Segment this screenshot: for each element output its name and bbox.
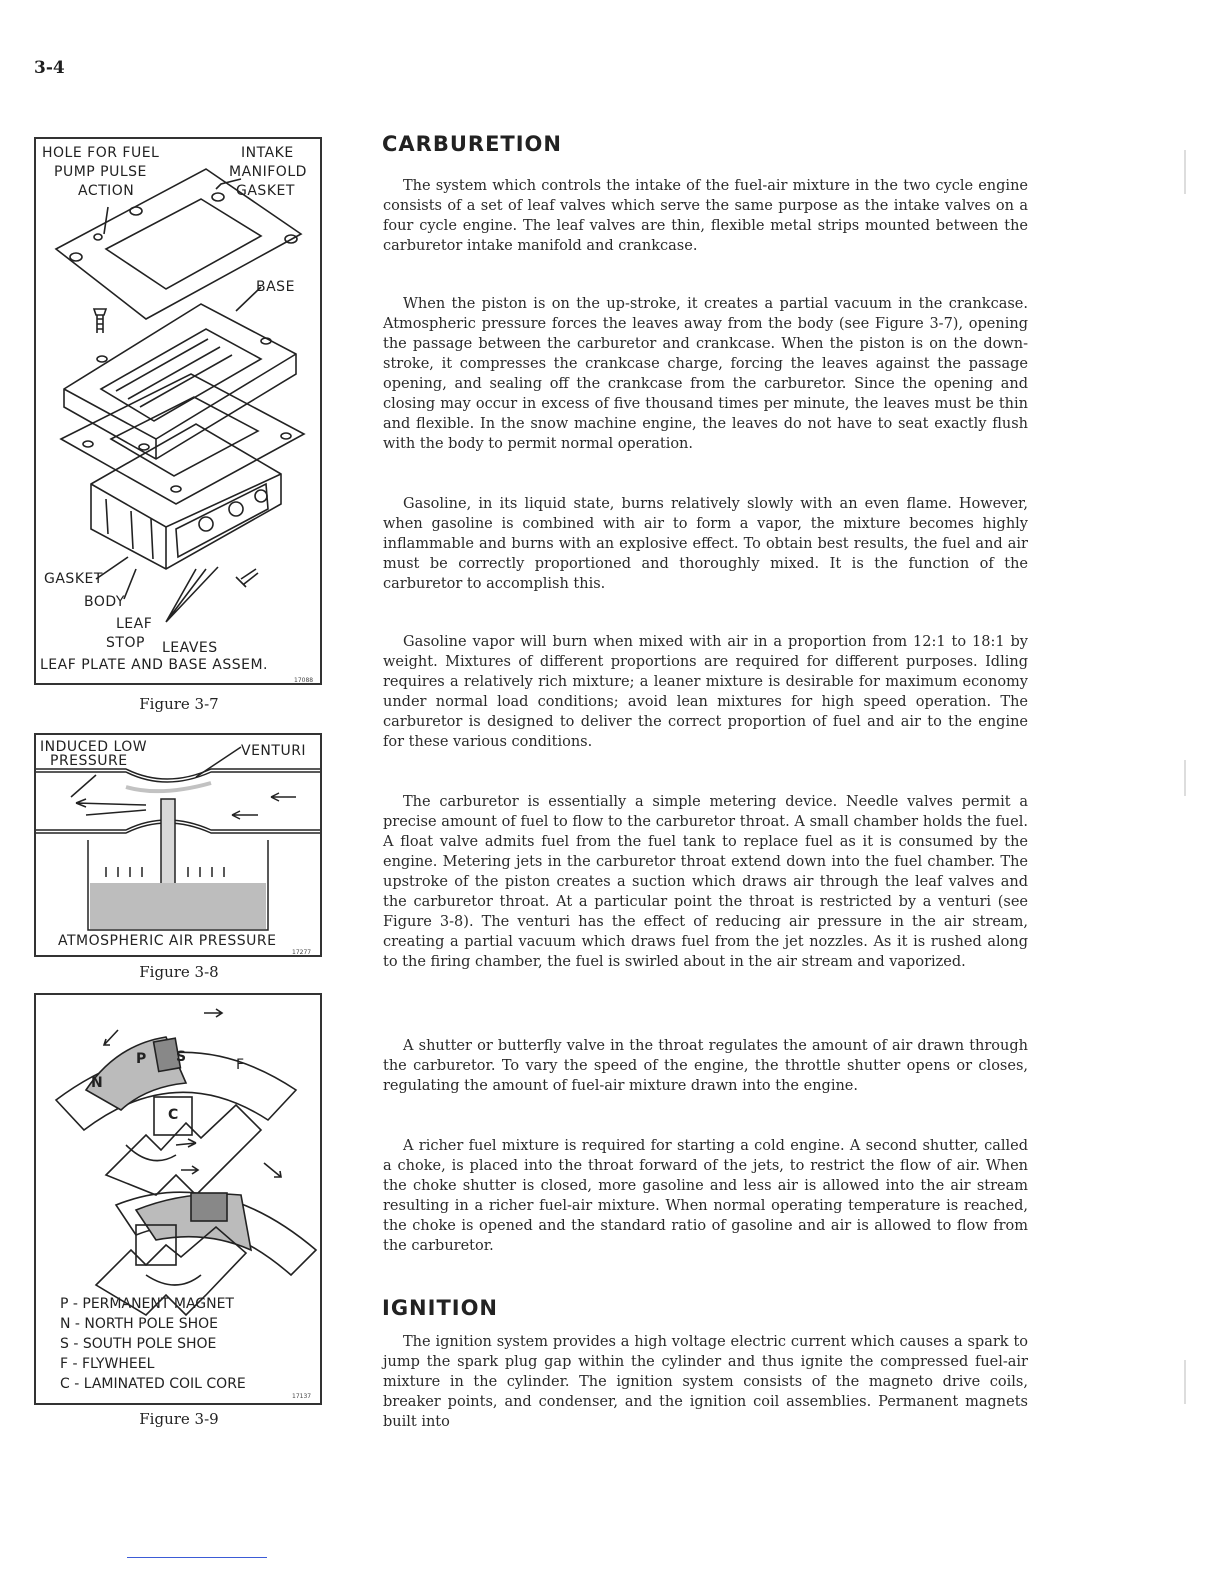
figure-3-7 <box>34 137 322 685</box>
glyph-p: P <box>136 1051 147 1067</box>
label-induced-low: INDUCED LOW <box>40 739 148 755</box>
figure-code: 17137 <box>292 1393 312 1400</box>
margin-mark <box>1176 1360 1186 1404</box>
paragraph: A richer fuel mixture is required for starting a cold engine. A second shutter, called a choke, is placed into the throat forward of the jets, to restrict the flow of air. When the choke shutter is closed, more gasoline and less air is allowed into the air stream resulting in a richer fuel-air mixture. When normal operating temperature is reached, the choke is opened and the standard ratio of gasoline and air is allowed to flow from the carburetor. <box>383 1138 1028 1254</box>
paragraph: When the piston is on the up-stroke, it creates a partial vacuum in the crankcase. Atmospheric pressure forces the leaves away from the body (see Figure 3-7), opening the passage between the carburetor and crankcase. When the piston is on the down-stroke, it compresses the crankcase charge, forcing the leaves against the passage opening, and sealing off the crankcase from the carburetor. Since the opening and closing may occur in excess of five thousand times per minute, the leaves must be thin and flexible. In the snow machine engine, the leaves do not have to seat exactly flush with the body to permit normal operation. <box>383 296 1028 452</box>
section-heading-ignition: IGNITION <box>382 1296 499 1320</box>
legend-item: N - NORTH POLE SHOE <box>60 1316 218 1332</box>
section-heading-carburetion: CARBURETION <box>382 132 562 156</box>
glyph-f: F <box>236 1057 245 1073</box>
figure-3-9 <box>34 993 322 1405</box>
paragraph: Gasoline vapor will burn when mixed with air in a proportion from 12:1 to 18:1 by weight. Mixtures of different proportions are required for different purposes. Idling requires a relatively rich mixture; a leaner mixture is desirable for maximum economy under normal load conditions; avoid lean mixtures for high speed operation. The carburetor is designed to deliver the correct proportion of fuel and air to the engine for these various conditions. <box>383 634 1028 750</box>
label-assembly: LEAF PLATE AND BASE ASSEM. <box>40 657 268 673</box>
legend-item: F - FLYWHEEL <box>60 1356 155 1372</box>
page-number: 3-4 <box>34 58 65 78</box>
glyph-s: S <box>176 1049 187 1065</box>
legend-item: S - SOUTH POLE SHOE <box>60 1336 217 1352</box>
paragraph: A shutter or butterfly valve in the throat regulates the amount of air drawn through the carburetor. To vary the speed of the engine, the throttle shutter opens or closes, regulating the amount of fuel-air mixture drawn into the engine. <box>383 1038 1028 1094</box>
margin-mark <box>1176 150 1186 194</box>
label-stop: STOP <box>106 635 145 651</box>
legend-item: C - LAMINATED COIL CORE <box>60 1376 246 1392</box>
label-intake: INTAKE <box>241 145 294 161</box>
label-hole-fuel: HOLE FOR FUEL <box>42 145 160 161</box>
label-pressure: PRESSURE <box>50 753 128 769</box>
margin-mark <box>1176 760 1186 796</box>
paragraph: The system which controls the intake of the fuel-air mixture in the two cycle engine consists of a set of leaf valves which serve the same purpose as the intake valves on a four cycle engine. The leaf valves are thin, flexible metal strips mounted between the carburetor intake manifold and crankcase. <box>383 178 1028 254</box>
label-pump-pulse: PUMP PULSE <box>54 164 147 180</box>
label-gasket-top: GASKET <box>236 183 295 199</box>
label-atmospheric: ATMOSPHERIC AIR PRESSURE <box>58 933 277 949</box>
figure-3-8 <box>34 733 322 957</box>
paragraph: The carburetor is essentially a simple metering device. Needle valves permit a precise amount of fuel to flow to the carburetor throat. A small chamber holds the fuel. A float valve admits fuel from the fuel tank to replace fuel as it is consumed by the engine. Metering jets in the carburetor throat extend down into the fuel chamber. The upstroke of the piston creates a suction which draws air through the leaf valves and the carburetor throat. At a particular point the throat is restricted by a venturi (see Figure 3-8). The venturi has the effect of reducing air pressure in the air stream, creating a partial vacuum which draws fuel from the jet nozzles. As it is rushed along to the firing chamber, the fuel is swirled about in the air stream and vaporized. <box>383 794 1028 970</box>
label-body: BODY <box>84 594 125 610</box>
label-leaves: LEAVES <box>162 640 218 656</box>
label-manifold: MANIFOLD <box>229 164 307 180</box>
figure-code: 17088 <box>294 677 314 684</box>
legend-item: P - PERMANENT MAGNET <box>60 1296 234 1312</box>
glyph-c: C <box>168 1107 179 1123</box>
label-gasket: GASKET <box>44 571 103 587</box>
label-action: ACTION <box>78 183 135 199</box>
figure-caption: Figure 3-7 <box>139 695 219 713</box>
label-leaf: LEAF <box>116 616 153 632</box>
leaf-valve-exploded-drawing <box>36 139 320 683</box>
glyph-n: N <box>91 1075 104 1091</box>
paragraph: Gasoline, in its liquid state, burns relatively slowly with an even flame. However, when gasoline is combined with air to form a vapor, the mixture becomes highly inflammable and burns with an explosive effect. To obtain best results, the fuel and air must be correctly proportioned and thoroughly mixed. It is the function of the carburetor to accomplish this. <box>383 496 1028 592</box>
paragraph: The ignition system provides a high voltage electric current which causes a spark to jump the spark plug gap within the cylinder and thus ignite the compressed fuel-air mixture in the cylinder. The ignition system consists of the magneto drive coils, breaker points, and condenser, and the ignition coil assemblies. Permanent magnets built into <box>383 1334 1028 1430</box>
figure-caption: Figure 3-8 <box>139 963 219 981</box>
footer-rule <box>127 1557 267 1558</box>
figure-code: 17277 <box>292 949 312 956</box>
label-base: BASE <box>256 279 295 295</box>
label-venturi: VENTURI <box>241 743 307 759</box>
figure-caption: Figure 3-9 <box>139 1410 219 1428</box>
